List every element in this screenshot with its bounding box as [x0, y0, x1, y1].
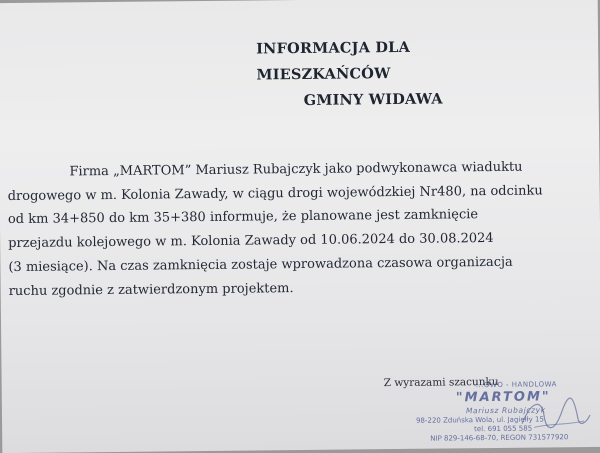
body-line: od km 34+850 do km 35+380 informuje, że planowane jest zamknięcie: [7, 207, 479, 228]
document-header: [248, 33, 549, 114]
stamp-owner-name: Mariusz Rubajczyk: [465, 405, 546, 416]
stamp-tax-ids: NIP 829-146-68-70, REGON 731577920: [430, 433, 569, 443]
signature-label: Z wyrazami szacunku: [383, 375, 499, 390]
body-line: ruchu zgodnie z zatwierdzonym projektem.: [8, 280, 294, 299]
signature-block: [384, 375, 595, 449]
body-line: drogowego w m. Kolonia Zawady, w ciągu drogi wojewódzkiej Nr480, na odcinku: [7, 183, 543, 204]
announcement-body: [7, 155, 564, 303]
stamp-phone: tel. 691 055 585: [474, 424, 533, 434]
header-title-line-2: GMINY WIDAWA: [303, 90, 443, 109]
body-line: Firma „MARTOM” Mariusz Rubajczyk jako podwykonawca wiaduktu: [69, 159, 523, 180]
body-line: (3 miesiące). Na czas zamknięcia zostaje wprowadzona czasowa organizacja: [8, 254, 513, 275]
handwritten-signature: [514, 393, 594, 439]
stamp-address: 98-220 Zduńska Wola, ul. Jagiełły 15: [416, 415, 544, 425]
stamp-company-name: "MARTOM": [455, 389, 551, 406]
body-line: przejazdu kolejowego w m. Kolonia Zawady od 10.06.2024 do 30.08.2024: [8, 231, 494, 252]
stamp-line: ...OWO - HANDLOWA: [475, 380, 557, 390]
header-title-line-1: INFORMACJA DLA MIESZKAŃCÓW: [256, 38, 411, 84]
